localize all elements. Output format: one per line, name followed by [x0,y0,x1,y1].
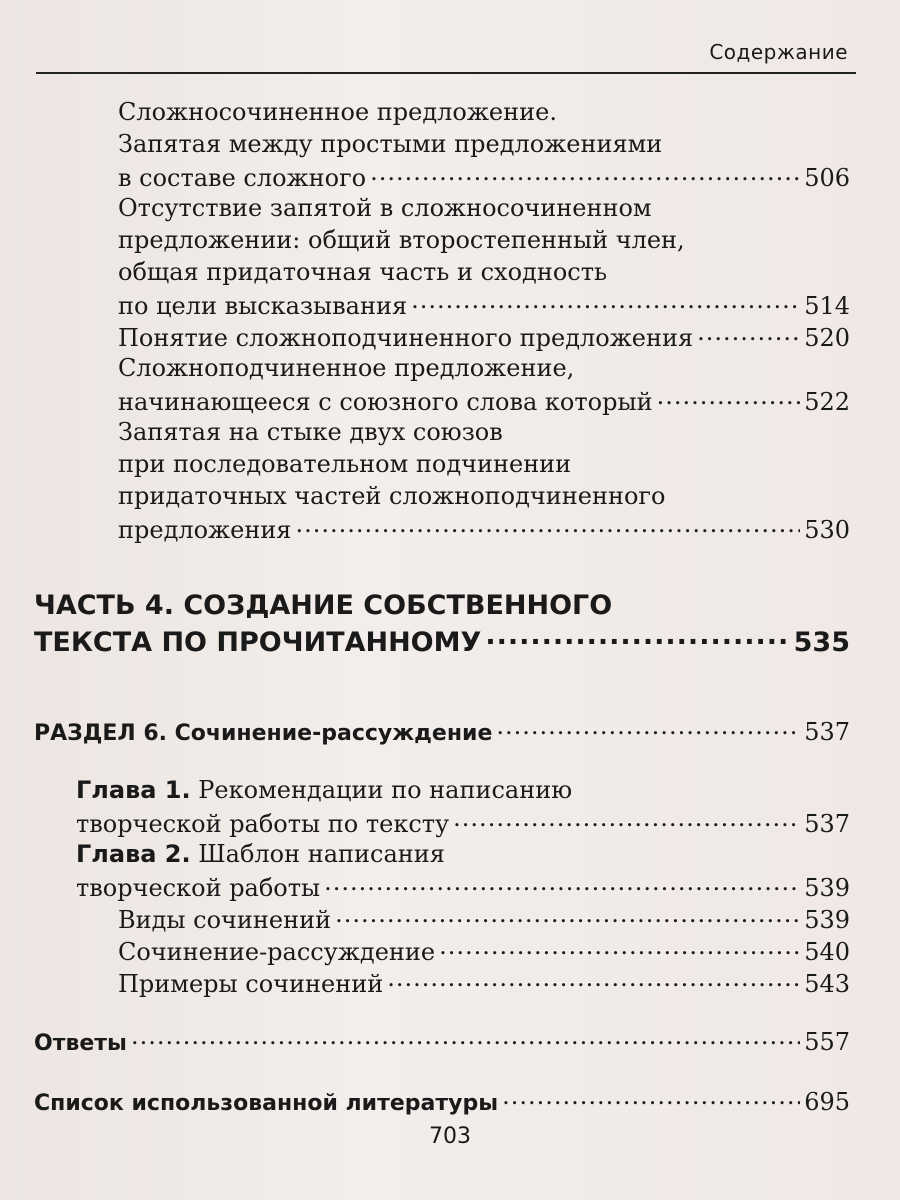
toc-entry-line: Сложносочиненное предложение. [118,98,557,126]
page-number: 506 [804,164,850,192]
page-number: 520 [804,324,850,352]
page-number: 530 [804,516,850,544]
answers-title: Ответы [34,1031,127,1056]
page-number-footer: 703 [429,1124,471,1149]
dot-leader [439,936,800,960]
dot-leader [657,386,801,410]
toc-entry-row[interactable] [118,968,850,998]
page-number: 539 [804,874,850,902]
toc-entry-line: придаточных частей сложноподчиненного [118,482,666,510]
toc-entry-row[interactable] [34,1026,850,1056]
toc-entry-text: Виды сочинений [118,906,332,934]
toc-entry-row[interactable] [118,936,850,966]
chapter-title: Шаблон написания [198,840,445,868]
chapter-title-cont: творческой работы по тексту [76,810,450,838]
page-number: 522 [804,388,850,416]
page-number: 695 [804,1088,850,1116]
dot-leader [485,624,789,651]
dot-leader [453,808,800,832]
header-rule [36,72,856,74]
chapter-title: Рекомендации по написанию [198,776,573,804]
page-number: 537 [804,810,850,838]
dot-leader [370,162,800,186]
dot-leader [502,1086,800,1110]
chapter-row[interactable] [76,808,850,838]
dot-leader [324,872,800,896]
toc-entry-text: Примеры сочинений [118,970,384,998]
chapter-heading-line [76,840,445,868]
toc-entry-text: Сочинение-рассуждение [118,938,436,966]
dot-leader [496,716,800,740]
chapter-label: Глава 1. [76,776,191,804]
toc-entry-line: Запятая на стыке двух союзов [118,418,503,446]
toc-entry-row[interactable] [118,162,850,192]
page-number: 514 [804,292,850,320]
toc-entry-text: предложения [118,516,292,544]
page-number: 535 [793,627,850,658]
dot-leader [295,514,800,538]
dot-leader [335,904,800,928]
toc-entry-row[interactable] [118,322,850,352]
page-number: 557 [804,1028,850,1056]
chapter-label: Глава 2. [76,840,191,868]
toc-entry-text: Понятие сложноподчиненного предложения [118,324,694,352]
toc-entry-line: при последовательном подчинении [118,450,572,478]
toc-entry-row[interactable] [34,1086,850,1116]
toc-entry-text: начинающееся с союзного слова который [118,388,653,416]
dot-leader [387,968,800,992]
part-heading-text: ТЕКСТА ПО ПРОЧИТАННОМУ [34,627,482,658]
chapter-row[interactable] [76,872,850,902]
toc-entry-row[interactable] [118,514,850,544]
page-number: 537 [804,718,850,746]
toc-entry-row[interactable] [118,904,850,934]
toc-entry-line: Сложноподчиненное предложение, [118,354,575,382]
dot-leader [697,322,800,346]
running-header: Содержание [709,40,848,64]
part-heading-line: ЧАСТЬ 4. СОЗДАНИЕ СОБСТВЕННОГО [34,590,613,621]
toc-entry-line: предложении: общий второстепенный член, [118,226,685,254]
page-number: 543 [804,970,850,998]
references-title: Список использованной литературы [34,1091,499,1116]
toc-entry-row[interactable] [118,386,850,416]
dot-leader [411,290,800,314]
page-number: 540 [804,938,850,966]
toc-entry-line: Отсутствие запятой в сложносочиненном [118,194,652,222]
toc-entry-line: Запятая между простыми предложениями [118,130,663,158]
dot-leader [131,1026,800,1050]
chapter-title-cont: творческой работы [76,874,321,902]
toc-entry-text: в составе сложного [118,164,367,192]
chapter-heading-line [76,776,572,804]
toc-entry-text: по цели высказывания [118,292,408,320]
toc-entry-line: общая придаточная часть и сходность [118,258,608,286]
part-heading-row[interactable] [34,624,850,658]
section-heading-text: РАЗДЕЛ 6. Сочинение-рассуждение [34,721,493,746]
section-heading-row[interactable] [34,716,850,746]
page-number: 539 [804,906,850,934]
toc-entry-row[interactable] [118,290,850,320]
